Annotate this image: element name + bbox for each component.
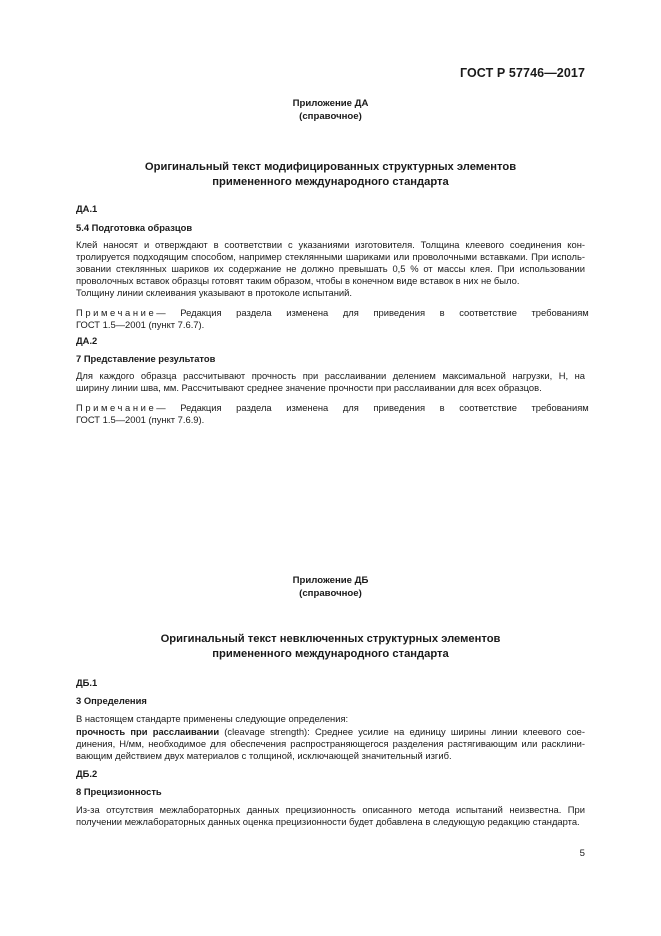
da2-label: ДА.2 bbox=[76, 335, 98, 346]
da1-note-text: — Редакция раздела изменена для приведения в соответствие требованиям bbox=[156, 307, 589, 318]
da1-label: ДА.1 bbox=[76, 203, 98, 214]
document-code: ГОСТ Р 57746—2017 bbox=[459, 66, 585, 80]
db1-term: прочность при расслаивании bbox=[76, 726, 220, 737]
db1-definition-line1 bbox=[76, 726, 585, 739]
appendix-a-heading-line2: примененного международного стандарта bbox=[212, 176, 449, 188]
da1-note-line2: ГОСТ 1.5—2001 (пункт 7.6.7). bbox=[76, 319, 205, 330]
da1-p2: Толщину линии склеивания указывают в протоколе испытаний. bbox=[76, 287, 352, 298]
db1-definition-line2: динения, Н/мм, необходимое для обеспечения распространяющегося разделения растягивающим или расклини- bbox=[76, 738, 585, 749]
db2-label: ДБ.2 bbox=[76, 768, 98, 779]
da1-note-line1 bbox=[76, 307, 589, 320]
da1-p1-line1: Клей наносят и отверждают в соответствии с указаниями изготовителя. Толщина клеевого соединения кон- bbox=[76, 239, 585, 250]
appendix-b-heading-line2: примененного международного стандарта bbox=[212, 648, 449, 660]
appendix-a-title: Приложение ДА bbox=[292, 98, 369, 109]
da2-note-word: Примечание bbox=[76, 402, 157, 413]
db2-p1-line2: получении межлабораторных данных оценка прецизионности будет добавлена в следующую редакцию стандарта. bbox=[76, 816, 580, 827]
db1-definition-line3: вающим действием двух материалов с толщиной, исключающей значительный изгиб. bbox=[76, 750, 452, 761]
da1-p1-line2: тролируется подходящим способом, например стеклянными шариками или проволочными вставками. При исполь- bbox=[76, 251, 585, 262]
da2-section-heading: 7 Представление результатов bbox=[76, 353, 216, 364]
da2-note-text: — Редакция раздела изменена для приведения в соответствие требованиям bbox=[156, 402, 589, 413]
db2-section-heading: 8 Прецизионность bbox=[76, 786, 162, 797]
appendix-b-subtitle: (справочное) bbox=[299, 588, 362, 599]
da2-note-line1 bbox=[76, 402, 589, 415]
da1-p1-line4: проволочных вставок образцы готовят таким образом, чтобы в конечном виде вставок в них не было. bbox=[76, 275, 520, 286]
da2-p1-line1: Для каждого образца рассчитывают прочность при расслаивании делением максимальной нагрузки, Н, на bbox=[76, 370, 585, 381]
appendix-b-heading-line1: Оригинальный текст невключенных структурных элементов bbox=[160, 633, 501, 645]
db1-def-text: (cleavage strength): Среднее усилие на единицу ширины линии клеевого сое- bbox=[219, 726, 585, 737]
page-number: 5 bbox=[579, 848, 585, 859]
db1-section-heading: 3 Определения bbox=[76, 695, 147, 706]
appendix-a-subtitle: (справочное) bbox=[299, 111, 362, 122]
appendix-b-title: Приложение ДБ bbox=[292, 575, 369, 586]
da2-note-line2: ГОСТ 1.5—2001 (пункт 7.6.9). bbox=[76, 414, 205, 425]
db1-label: ДБ.1 bbox=[76, 677, 98, 688]
da2-p1-line2: ширину линии шва, мм. Рассчитывают среднее значение прочности при расслаивании для всех образцов. bbox=[76, 382, 542, 393]
appendix-a-heading-line1: Оригинальный текст модифицированных структурных элементов bbox=[144, 161, 517, 173]
db2-p1-line1: Из-за отсутствия межлабораторных данных прецизионность описанного метода испытаний неизвестна. При bbox=[76, 804, 585, 815]
da1-section-heading: 5.4 Подготовка образцов bbox=[76, 222, 193, 233]
da1-note-word: Примечание bbox=[76, 307, 157, 318]
da1-p1-line3: зовании стеклянных шариков их содержание не должно превышать 0,5 % от массы клея. При использовании bbox=[76, 263, 585, 274]
db1-p1: В настоящем стандарте применены следующие определения: bbox=[76, 713, 349, 724]
